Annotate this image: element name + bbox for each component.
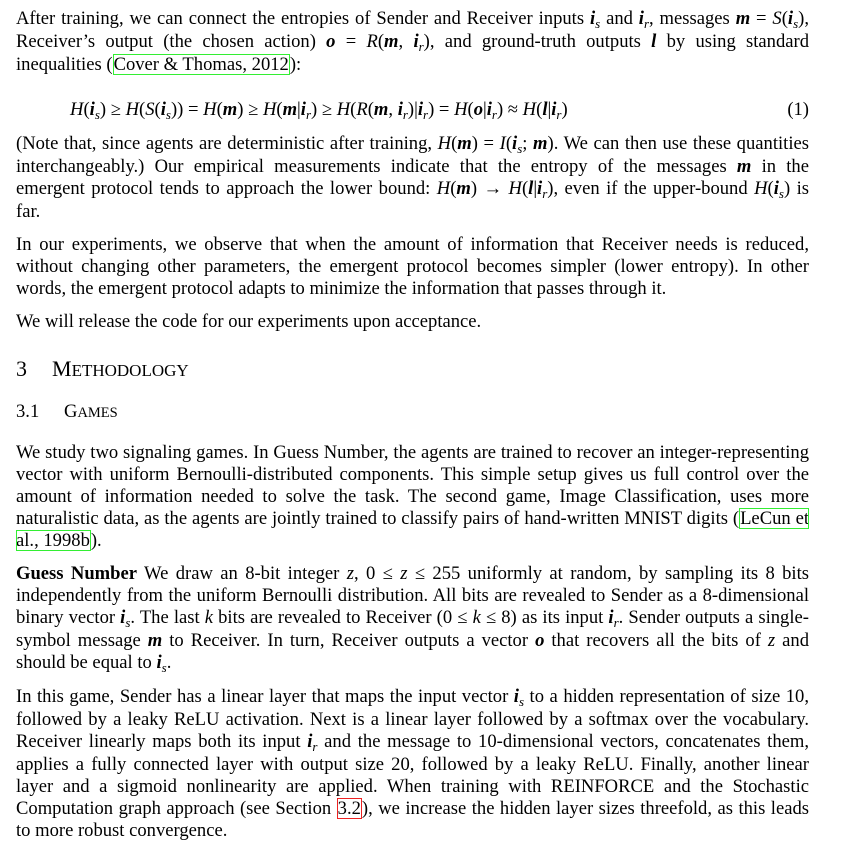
paragraph-deterministic-note: (Note that, since agents are deterministic after training, $H(m) = I(i_s$; m). We can then use these quantities interchangeably.) Our empirical measurements indicate that the entropy of the messages m in the emergent protocol tends to approach the lower bound: $H(m) \to H(l|i_r)$, even if the upper-bound $H(i_s)$ is far. bbox=[16, 133, 809, 222]
paper-page bbox=[16, 8, 809, 853]
section-reference-3-2[interactable]: 3.2 bbox=[337, 798, 361, 819]
paragraph-architecture: In this game, Sender has a linear layer that maps the input vector $i_s$ to a hidden representation of size 10, followed by a leaky ReLU activation. Next is a linear layer followed by a softmax over the vocabulary. Receiver linearly maps both its input $i_r$ and the message to 10-dimensional vectors, concatenates them, applies a fully connected layer with output size 20, followed by a leaky ReLU. Finally, another linear layer and a sigmoid nonlinearity are applied. When training with REINFORCE and the Stochastic Computation graph approach (see Section 3.2), we increase the hidden layer sizes threefold, as this leads to more robust convergence. bbox=[16, 686, 809, 841]
equation-1 bbox=[16, 87, 809, 133]
paragraph-entropy-intro: After training, we can connect the entropies of Sender and Receiver inputs $i_s$ and $i_r$, messages $m = S(i_s)$, Receiver’s output (the chosen action) o = R(m, $i_r$), and ground-truth outputs l by using standard inequalities (Cover & Thomas, 2012): bbox=[16, 8, 809, 75]
paragraph-experiments: In our experiments, we observe that when the amount of information that Receiver needs is reduced, without changing other parameters, the emergent protocol becomes simpler (lower entropy). In other words, the emergent protocol adapts to minimize the information that passes through it. bbox=[16, 234, 809, 299]
citation-cover-thomas[interactable]: Cover & Thomas, 2012 bbox=[113, 54, 289, 75]
paragraph-code-release: We will release the code for our experiments upon acceptance. bbox=[16, 311, 482, 332]
equation-number: (1) bbox=[787, 99, 809, 120]
entropy-inequality-chain: $H(i_s) \ge H(S(i_s)) = H(m) \ge H(m|i_r) \ge H(R(m$, $i_r)|i_r) = H(o|i_r) \approx H(l|i_r)$ bbox=[70, 99, 568, 122]
section-heading-methodology: 3 METHODOLOGY bbox=[16, 356, 189, 381]
citation-lecun[interactable]: LeCun et al., 1998b bbox=[16, 508, 809, 551]
paragraph-guess-number: Guess Number We draw an 8-bit integer z, 0 ≤ z ≤ 255 uniformly at random, by sampling its 8 bits independently from the uniform Bernoulli distribution. All bits are revealed to Sender as a 8-dimensional binary vector $i_s$. The last k bits are revealed to Receiver (0 ≤ k ≤ 8) as its input $i_r$. Sender outputs a single-symbol message m to Receiver. In turn, Receiver outputs a vector o that recovers all the bits of z and should be equal to $i_s$. bbox=[16, 563, 810, 675]
paragraph-games-overview: We study two signaling games. In Guess Number, the agents are trained to recover an integer-representing vector with uniform Bernoulli-distributed components. This simple setup gives us full control over the amount of information needed to solve the task. The second game, Image Classification, uses more naturalistic data, as the agents are jointly trained to classify pairs of hand-written MNIST digits (LeCun et al., 1998b). bbox=[16, 442, 809, 551]
subsection-heading-games: 3.1 GAMES bbox=[16, 401, 118, 422]
paragraph-heading-guess-number: Guess Number bbox=[16, 563, 138, 584]
